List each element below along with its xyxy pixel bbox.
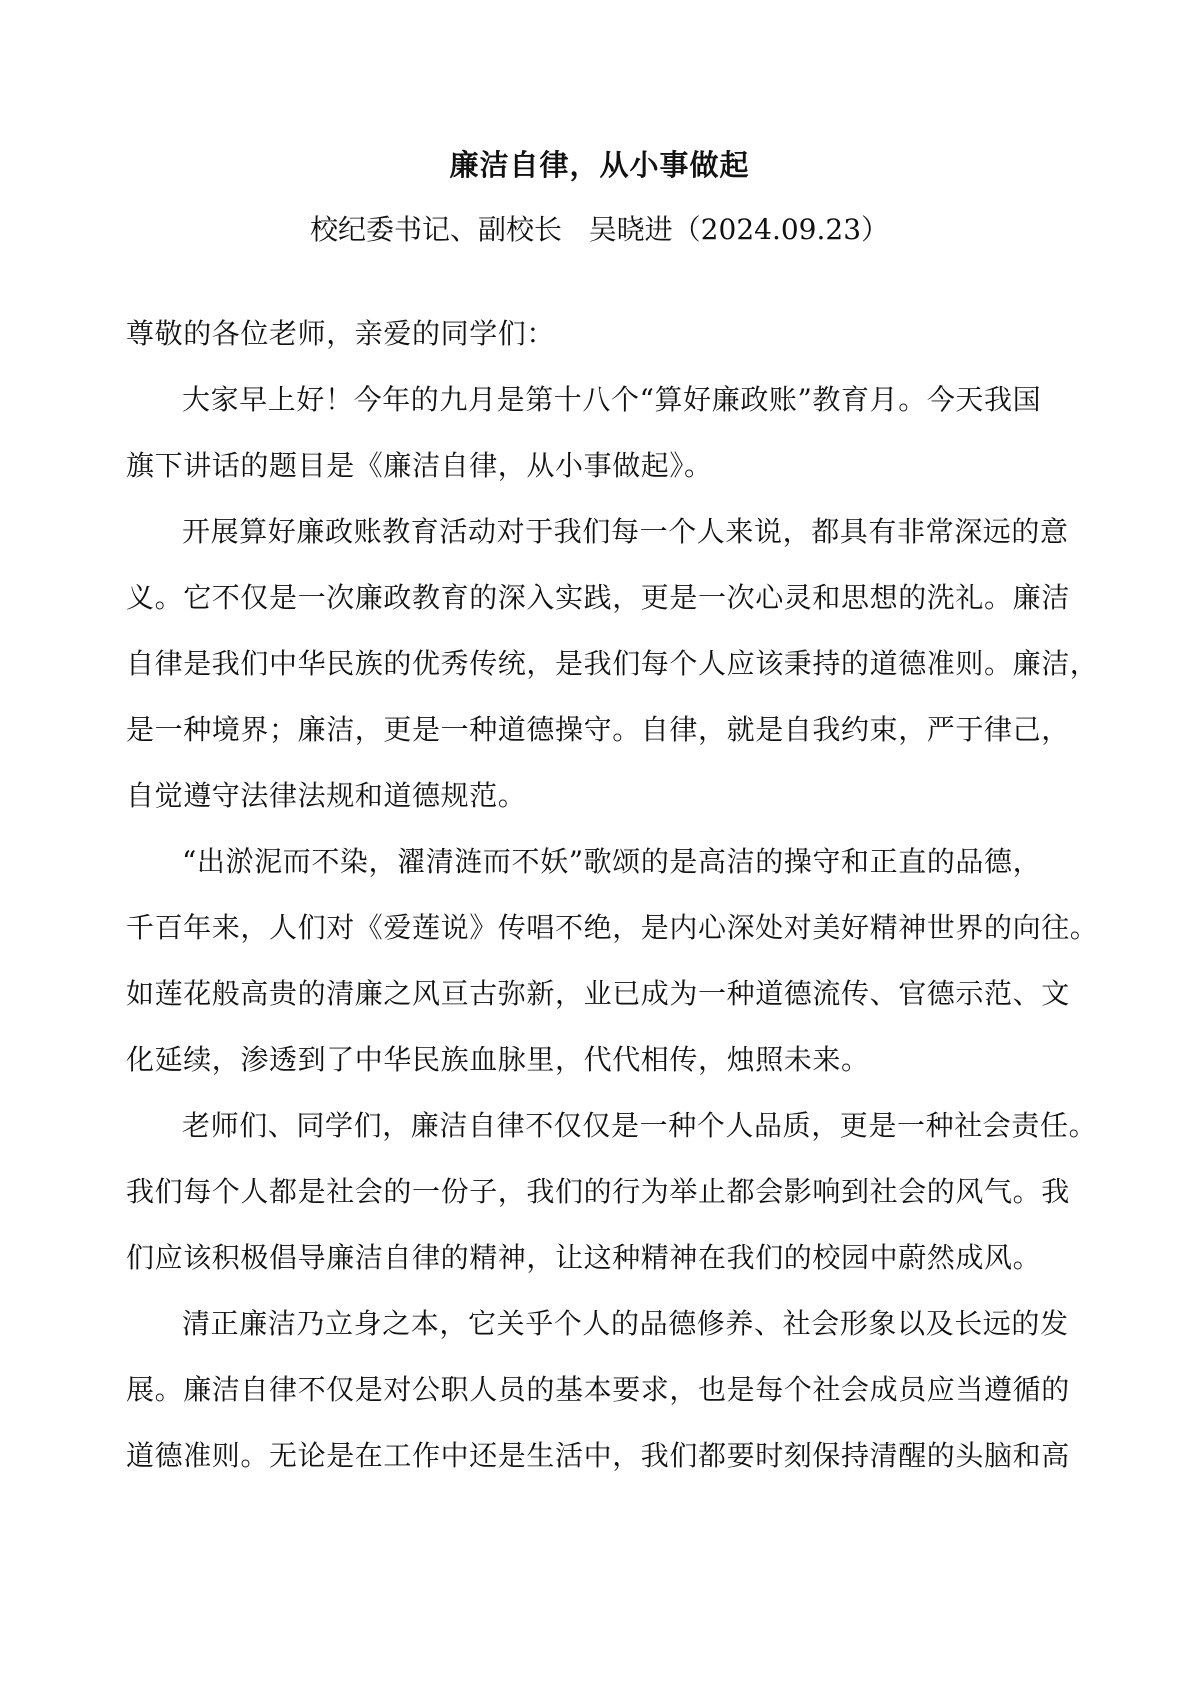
- paragraph-line: 道德准则。无论是在工作中还是生活中，我们都要时刻保持清醒的头脑和高: [126, 1439, 1070, 1472]
- paragraph-line: 自觉遵守法律法规和道德规范。: [126, 779, 527, 812]
- paragraph-line: “出淤泥而不染，濯清涟而不妖”歌颂的是高洁的操守和正直的品德，: [182, 845, 1042, 878]
- document-byline: 校纪委书记、副校长 吴晓进（2024.09.23）: [309, 213, 890, 246]
- paragraph-line: 旗下讲话的题目是《廉洁自律，从小事做起》。: [126, 449, 713, 482]
- paragraph-line: 们应该积极倡导廉洁自律的精神，让这种精神在我们的校园中蔚然成风。: [126, 1241, 1042, 1274]
- paragraph-line: 自律是我们中华民族的优秀传统，是我们每个人应该秉持的道德准则。廉洁，: [126, 647, 1099, 680]
- paragraph-line: 化延续，渗透到了中华民族血脉里，代代相传，烛照未来。: [126, 1043, 870, 1076]
- paragraph-line: 如莲花般高贵的清廉之风亘古弥新，业已成为一种道德流传、官德示范、文: [126, 977, 1070, 1010]
- paragraph-line: 展。廉洁自律不仅是对公职人员的基本要求，也是每个社会成员应当遵循的: [126, 1373, 1070, 1406]
- document-title: 廉洁自律，从小事做起: [449, 148, 750, 182]
- paragraph-line: 我们每个人都是社会的一份子，我们的行为举止都会影响到社会的风气。我: [126, 1175, 1070, 1208]
- paragraph-line: 大家早上好！今年的九月是第十八个“算好廉政账”教育月。今天我国: [182, 383, 1042, 416]
- salutation-line: 尊敬的各位老师，亲爱的同学们：: [126, 317, 556, 350]
- document-body: [126, 314, 1099, 1502]
- paragraph-line: 千百年来，人们对《爱莲说》传唱不绝，是内心深处对美好精神世界的向往。: [126, 911, 1099, 944]
- paragraph-line: 是一种境界；廉洁，更是一种道德操守。自律，就是自我约束，严于律己，: [126, 713, 1070, 746]
- paragraph-line: 老师们、同学们，廉洁自律不仅仅是一种个人品质，更是一种社会责任。: [182, 1109, 1098, 1142]
- paragraph-line: 义。它不仅是一次廉政教育的深入实践，更是一次心灵和思想的洗礼。廉洁: [126, 581, 1070, 614]
- paragraph-line: 清正廉洁乃立身之本，它关乎个人的品德修养、社会形象以及长远的发: [182, 1307, 1069, 1340]
- paragraph-line: 开展算好廉政账教育活动对于我们每一个人来说，都具有非常深远的意: [182, 515, 1069, 548]
